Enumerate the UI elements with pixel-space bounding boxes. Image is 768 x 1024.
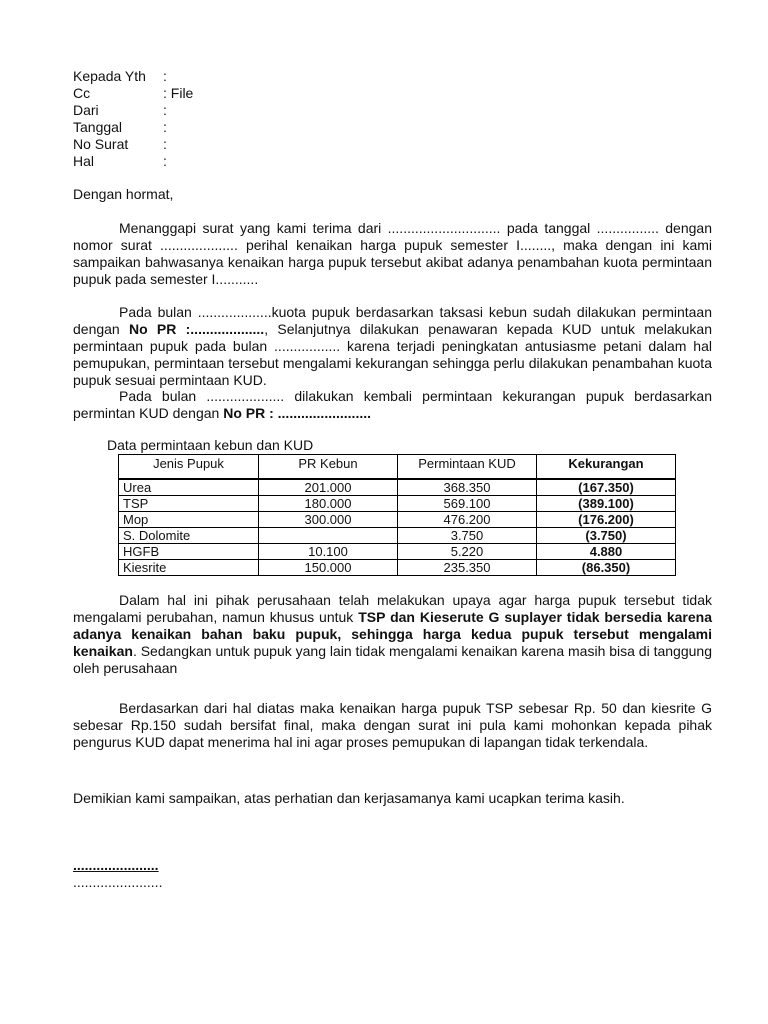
cell-permintaan-kud: 235.350: [398, 560, 537, 576]
paragraph-4-part-c: . Sedangkan untuk pupuk yang lain tidak mengalami kenaikan karena masih bisa di tanggung oleh perusahaan: [73, 643, 712, 676]
kepada-value: :: [163, 68, 167, 84]
signature-name: ......................: [73, 857, 159, 873]
cell-permintaan-kud: 5.220: [398, 544, 537, 560]
nosurat-label: No Surat: [73, 136, 129, 152]
cell-pr-kebun: 10.100: [259, 544, 398, 560]
header-row-dari: [73, 102, 193, 119]
paragraph-4: [73, 592, 712, 677]
closing-paragraph: Demikian kami sampaikan, atas perhatian dan kerjasamanya kami ucapkan terima kasih.: [73, 790, 625, 806]
cell-jenis: Kiesrite: [119, 560, 259, 576]
cell-permintaan-kud: 569.100: [398, 496, 537, 512]
paragraph-2-no-pr: No PR :...................: [128, 321, 265, 337]
cell-kekurangan: (389.100): [537, 496, 676, 512]
paragraph-3: [73, 388, 712, 422]
tanggal-label: Tanggal: [73, 119, 123, 135]
cc-label: Cc: [73, 85, 91, 101]
cell-kekurangan: 4.880: [537, 544, 676, 560]
tanggal-value: :: [163, 119, 167, 135]
cell-kekurangan: (3.750): [537, 528, 676, 544]
table-row: [119, 528, 676, 544]
cell-pr-kebun: 201.000: [259, 479, 398, 496]
hal-label: Hal: [73, 153, 95, 169]
nosurat-value: :: [163, 136, 167, 152]
table-title: Data permintaan kebun dan KUD: [107, 437, 314, 453]
paragraph-1: Menanggapi surat yang kami terima dari ............................. pada tanggal ................ dengan nomor surat .................... perihal kenaikan harga pupuk semester I........, maka dengan ini kami sampaikan bahwasanya kenaikan harga pupuk tersebut akibat adanya penambahan kuota permintaan pupuk pada semester I...........: [73, 220, 712, 287]
table-header-row: [119, 455, 676, 480]
cell-pr-kebun: [259, 528, 398, 544]
cell-jenis: S. Dolomite: [119, 528, 259, 544]
cell-pr-kebun: 180.000: [259, 496, 398, 512]
cell-jenis: Urea: [119, 479, 259, 496]
dari-label: Dari: [73, 102, 99, 118]
table-row: [119, 496, 676, 512]
cell-permintaan-kud: 368.350: [398, 479, 537, 496]
cell-pr-kebun: 300.000: [259, 512, 398, 528]
header-jenis-pupuk: Jenis Pupuk: [119, 455, 259, 480]
table-row: [119, 479, 676, 496]
paragraph-2: [73, 304, 712, 389]
cell-permintaan-kud: 3.750: [398, 528, 537, 544]
header-row-cc: [73, 85, 193, 102]
cell-jenis: TSP: [119, 496, 259, 512]
paragraph-4-part-a: Dalam hal ini pihak perusahaan telah melakukan upaya agar harga pupuk tersebut tidak mengalami perubahan, namun khusus untuk: [73, 592, 712, 625]
hal-value: :: [163, 153, 167, 169]
fertilizer-table: [118, 454, 676, 576]
header-row-tanggal: [73, 119, 193, 136]
signature-title: .......................: [73, 874, 163, 890]
paragraph-5: Berdasarkan dari hal diatas maka kenaikan harga pupuk TSP sebesar Rp. 50 dan kiesrite G sebesar Rp.150 sudah bersifat final, maka dengan surat ini pula kami mohonkan kepada pihak pengurus KUD dapat menerima hal ini agar proses pemupukan di lapangan tidak terkendala.: [73, 700, 712, 750]
paragraph-2-part-a: Pada bulan ...................kuota pupuk berdasarkan taksasi kebun sudah dilakukan permintaan dengan: [73, 304, 712, 337]
cell-pr-kebun: 150.000: [259, 560, 398, 576]
table-row: [119, 544, 676, 560]
header-row-hal: [73, 153, 193, 170]
paragraph-2-part-c: , Selanjutnya dilakukan penawaran kepada KUD untuk melakukan permintaan pupuk pada bulan ................. karena terjadi peningkatan antusiasme petani dalam hal pemupukan, permintaan tersebut mengalami kekurangan sehingga perlu dilakukan penambahan kuota pupuk sesuai permintaan KUD.: [73, 321, 712, 388]
letter-header: [73, 68, 193, 170]
cc-value: : File: [163, 85, 194, 101]
header-row-nosurat: [73, 136, 193, 153]
header-pr-kebun: PR Kebun: [259, 455, 398, 480]
kepada-label: Kepada Yth: [73, 68, 146, 84]
paragraph-3-part-a: Pada bulan .................... dilakukan kembali permintaan kekurangan pupuk berdasarkan permintan KUD dengan: [73, 388, 712, 421]
table-row: [119, 560, 676, 576]
table-row: [119, 512, 676, 528]
header-permintaan-kud: Permintaan KUD: [398, 455, 537, 480]
cell-permintaan-kud: 476.200: [398, 512, 537, 528]
paragraph-4-bold: TSP dan Kieserute G suplayer tidak bersedia karena adanya kenaikan bahan baku pupuk, sehingga harga kedua pupuk tersebut mengalami kenaikan: [73, 609, 713, 659]
paragraph-3-no-pr: No PR : ........................: [223, 405, 371, 421]
cell-jenis: Mop: [119, 512, 259, 528]
salutation: Dengan hormat,: [73, 186, 174, 202]
cell-kekurangan: (167.350): [537, 479, 676, 496]
dari-value: :: [163, 102, 167, 118]
cell-jenis: HGFB: [119, 544, 259, 560]
cell-kekurangan: (176.200): [537, 512, 676, 528]
header-kekurangan: Kekurangan: [537, 455, 676, 480]
cell-kekurangan: (86.350): [537, 560, 676, 576]
header-row-kepada: [73, 68, 193, 85]
